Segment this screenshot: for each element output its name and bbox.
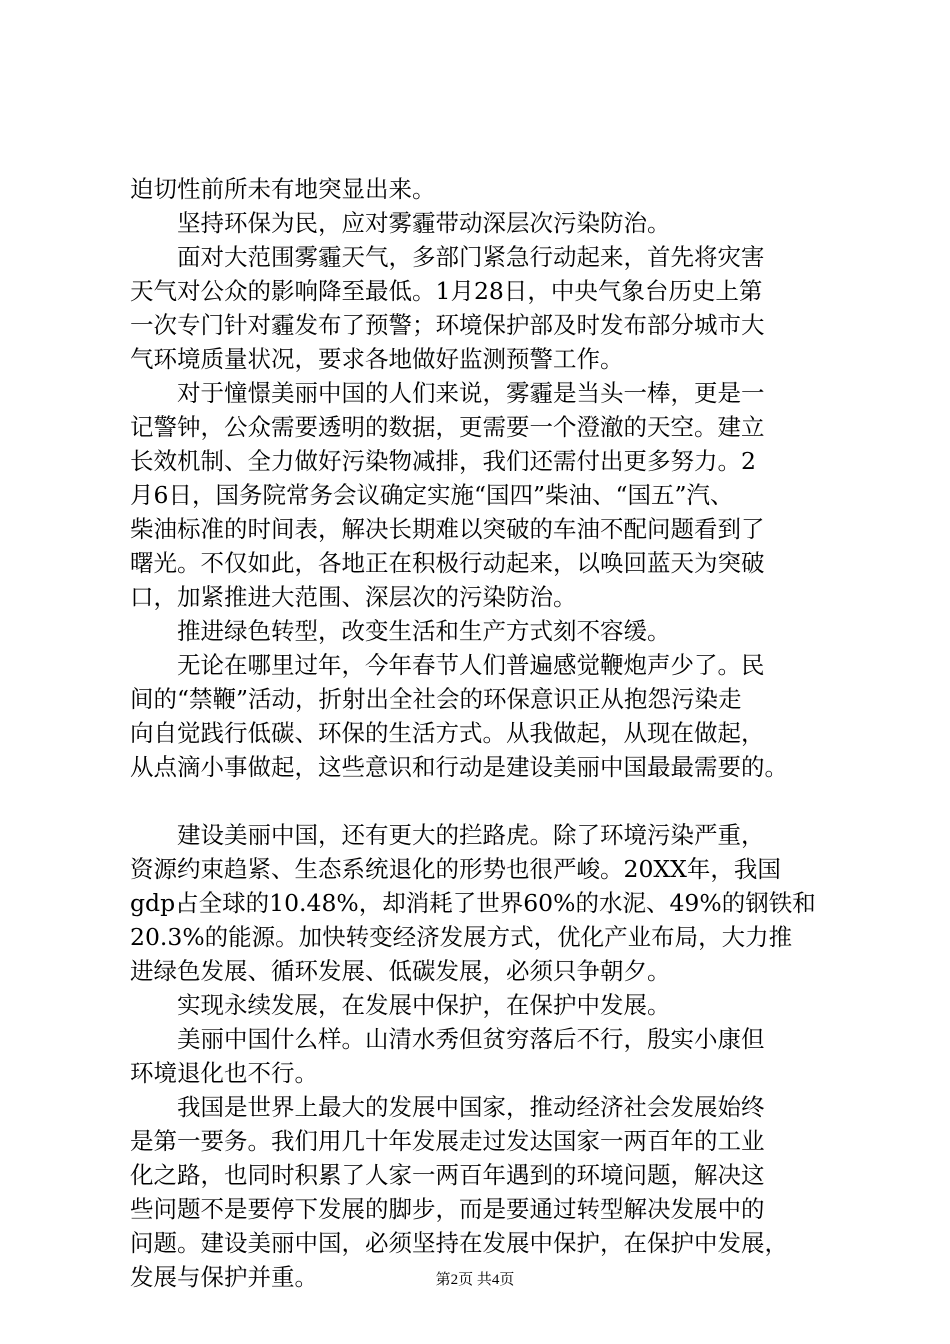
text-line: 面对大范围雾霾天气，多部门紧急行动起来，首先将灾害	[130, 243, 765, 271]
text-line: 向自觉践行低碳、环保的生活方式。从我做起，从现在做起，	[130, 719, 765, 747]
text-line: 无论在哪里过年，今年春节人们普遍感觉鞭炮声少了。民	[130, 651, 765, 679]
text-line: 是第一要务。我们用几十年发展走过发达国家一两百年的工业	[130, 1127, 765, 1155]
text-line: 月6日，国务院常务会议确定实施“国四”柴油、“国五”汽、	[130, 481, 734, 509]
text-line: 推进绿色转型，改变生活和生产方式刻不容缓。	[130, 617, 671, 645]
text-line: 记警钟，公众需要透明的数据，更需要一个澄澈的天空。建立	[130, 413, 765, 441]
text-line: 天气对公众的影响降至最低。1月28日，中央气象台历史上第	[130, 277, 763, 305]
text-line: 坚持环保为民，应对雾霾带动深层次污染防治。	[130, 209, 671, 237]
text-line: 气环境质量状况，要求各地做好监测预警工作。	[130, 345, 624, 373]
text-line: 迫切性前所未有地突显出来。	[130, 175, 436, 203]
text-line: 曙光。不仅如此，各地正在积极行动起来，以唤回蓝天为突破	[130, 549, 765, 577]
text-line: 问题。建设美丽中国，必须坚持在发展中保护，在保护中发展，	[130, 1229, 788, 1257]
text-line: 资源约束趋紧、生态系统退化的形势也很严峻。20XX年，我国	[130, 855, 781, 883]
text-line: 从点滴小事做起，这些意识和行动是建设美丽中国最最需要的。	[130, 753, 788, 781]
text-line: 建设美丽中国，还有更大的拦路虎。除了环境污染严重，	[130, 821, 765, 849]
page-number-footer: 第2页 共4页	[435, 1272, 515, 1288]
text-line: 一次专门针对霾发布了预警；环境保护部及时发布部分城市大	[130, 311, 765, 339]
text-line: 实现永续发展，在发展中保护，在保护中发展。	[130, 991, 671, 1019]
text-line: 对于憧憬美丽中国的人们来说，雾霾是当头一棒，更是一	[130, 379, 765, 407]
text-line: 发展与保护并重。	[130, 1263, 318, 1291]
text-line: 美丽中国什么样。山清水秀但贫穷落后不行，殷实小康但	[130, 1025, 765, 1053]
blank-line	[130, 784, 830, 818]
text-line: 长效机制、全力做好污染物减排，我们还需付出更多努力。2	[130, 447, 756, 475]
text-line: 口，加紧推进大范围、深层次的污染防治。	[130, 583, 577, 611]
text-line: 化之路，也同时积累了人家一两百年遇到的环境问题，解决这	[130, 1161, 765, 1189]
text-line: 我国是世界上最大的发展中国家，推动经济社会发展始终	[130, 1093, 765, 1121]
text-line: 间的“禁鞭”活动，折射出全社会的环保意识正从抱怨污染走	[130, 685, 742, 713]
text-line: 环境退化也不行。	[130, 1059, 318, 1087]
body-text	[130, 172, 830, 1294]
text-line: 柴油标准的时间表，解决长期难以突破的车油不配问题看到了	[130, 515, 765, 543]
text-line: 进绿色发展、循环发展、低碳发展，必须只争朝夕。	[130, 957, 671, 985]
text-line: gdp占全球的10.48%，却消耗了世界60%的水泥、49%的钢铁和	[130, 889, 816, 917]
text-line: 些问题不是要停下发展的脚步，而是要通过转型解决发展中的	[130, 1195, 765, 1223]
text-line: 20.3%的能源。加快转变经济发展方式，优化产业布局，大力推	[130, 923, 793, 951]
